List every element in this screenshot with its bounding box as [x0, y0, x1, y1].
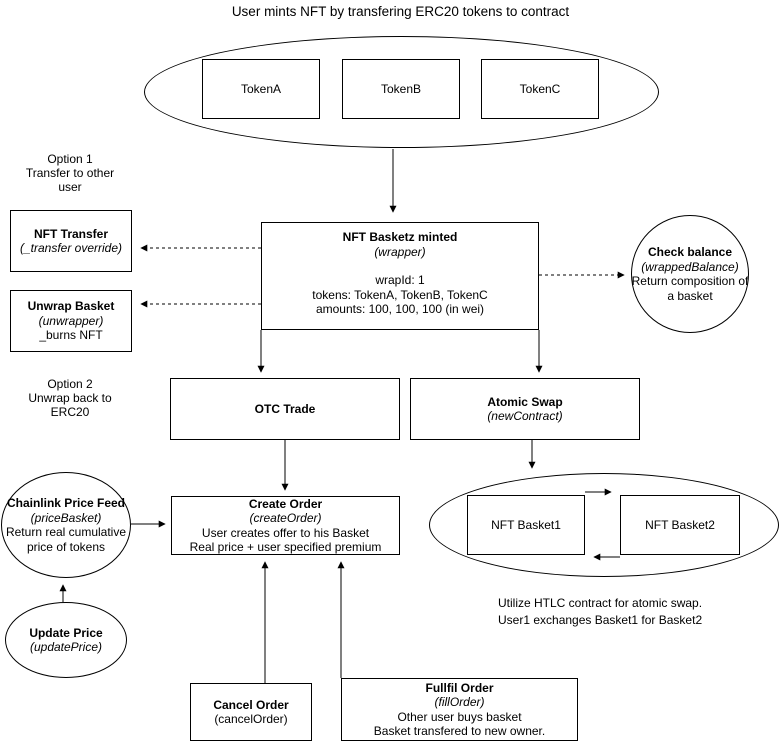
nft-transfer-box: [10, 210, 132, 272]
check-balance-detail1: Return composition of: [631, 274, 749, 288]
option1-line1: Option 1: [47, 152, 93, 166]
nft-minted-amounts: amounts: 100, 100, 100 (in wei): [315, 302, 485, 316]
cancel-order-box: [190, 683, 312, 741]
cancel-order-title: Cancel Order: [213, 697, 289, 712]
unwrap-basket-method: (unwrapper): [38, 313, 104, 328]
diagram-title: User mints NFT by transfering ERC20 tokens to contract: [231, 4, 570, 19]
nft-transfer-method: (_transfer override): [19, 241, 123, 255]
chainlink-feed-ellipse: [1, 472, 131, 578]
fulfill-order-title: Fullfil Order: [425, 680, 494, 695]
chainlink-feed-method: (priceBasket): [30, 510, 102, 525]
token-c-box: [481, 59, 599, 119]
nft-basket2-box: [620, 495, 740, 555]
nft-basket1-box: [467, 495, 585, 555]
otc-trade-title: OTC Trade: [254, 401, 316, 416]
token-b-label: TokenB: [380, 81, 422, 96]
option2-line1: Option 2: [47, 377, 93, 391]
chainlink-feed-title: Chainlink Price Feed: [6, 496, 126, 510]
unwrap-basket-box: [10, 290, 132, 352]
update-price-method: (updatePrice): [29, 640, 103, 654]
nft-basket1-label: NFT Basket1: [491, 517, 561, 532]
atomic-swap-title: Atomic Swap: [487, 394, 563, 409]
nft-basket2-label: NFT Basket2: [645, 517, 715, 532]
create-order-title: Create Order: [248, 496, 323, 511]
create-order-detail2: Real price + user specified premium: [189, 540, 382, 554]
fulfill-order-detail2: Basket transfered to new owner.: [373, 724, 546, 738]
htlc-note-line1: Utilize HTLC contract for atomic swap.: [498, 596, 703, 610]
fulfill-order-method: (fillOrder): [434, 695, 485, 709]
token-c-label: TokenC: [519, 81, 561, 96]
check-balance-detail2: a basket: [667, 288, 713, 303]
token-a-box: [202, 59, 320, 119]
otc-trade-box: [170, 378, 400, 440]
update-price-ellipse: [5, 602, 127, 678]
check-balance-title: Check balance: [647, 245, 733, 259]
nft-minted-tokens: tokens: TokenA, TokenB, TokenC: [312, 287, 488, 302]
create-order-method: (createOrder): [249, 511, 322, 525]
update-price-title: Update Price: [29, 625, 103, 640]
atomic-swap-box: [410, 378, 640, 440]
check-balance-circle: [631, 215, 749, 333]
option1-note: [10, 152, 130, 194]
nft-minted-title: NFT Basketz minted: [342, 230, 458, 244]
token-a-label: TokenA: [240, 81, 282, 96]
option1-line2: Transfer to other: [25, 166, 115, 180]
atomic-swap-method: (newContract): [487, 409, 563, 423]
fulfill-order-box: [341, 678, 578, 741]
fulfill-order-detail1: Other user buys basket: [397, 709, 522, 724]
unwrap-basket-title: Unwrap Basket: [27, 299, 115, 314]
unwrap-basket-detail: _burns NFT: [39, 328, 103, 343]
chainlink-feed-detail2: price of tokens: [26, 539, 106, 554]
option1-line3: user: [58, 180, 82, 194]
option2-note: [10, 377, 130, 419]
nft-minted-method: (wrapper): [374, 244, 426, 259]
option2-line2: Unwrap back to: [28, 391, 112, 405]
nft-minted-wrapid: wrapId: 1: [375, 273, 425, 287]
token-b-box: [342, 59, 460, 119]
create-order-box: [171, 496, 400, 555]
check-balance-method: (wrappedBalance): [641, 259, 739, 274]
chainlink-feed-detail1: Return real cumulative: [5, 525, 127, 539]
create-order-detail1: User creates offer to his Basket: [201, 525, 370, 540]
htlc-note-line2: User1 exchanges Basket1 for Basket2: [498, 613, 703, 627]
htlc-note: [498, 595, 738, 629]
option2-line3: ERC20: [50, 405, 90, 419]
cancel-order-method: (cancelOrder): [214, 712, 288, 726]
nft-minted-box: [261, 222, 539, 330]
nft-transfer-title: NFT Transfer: [33, 226, 108, 241]
